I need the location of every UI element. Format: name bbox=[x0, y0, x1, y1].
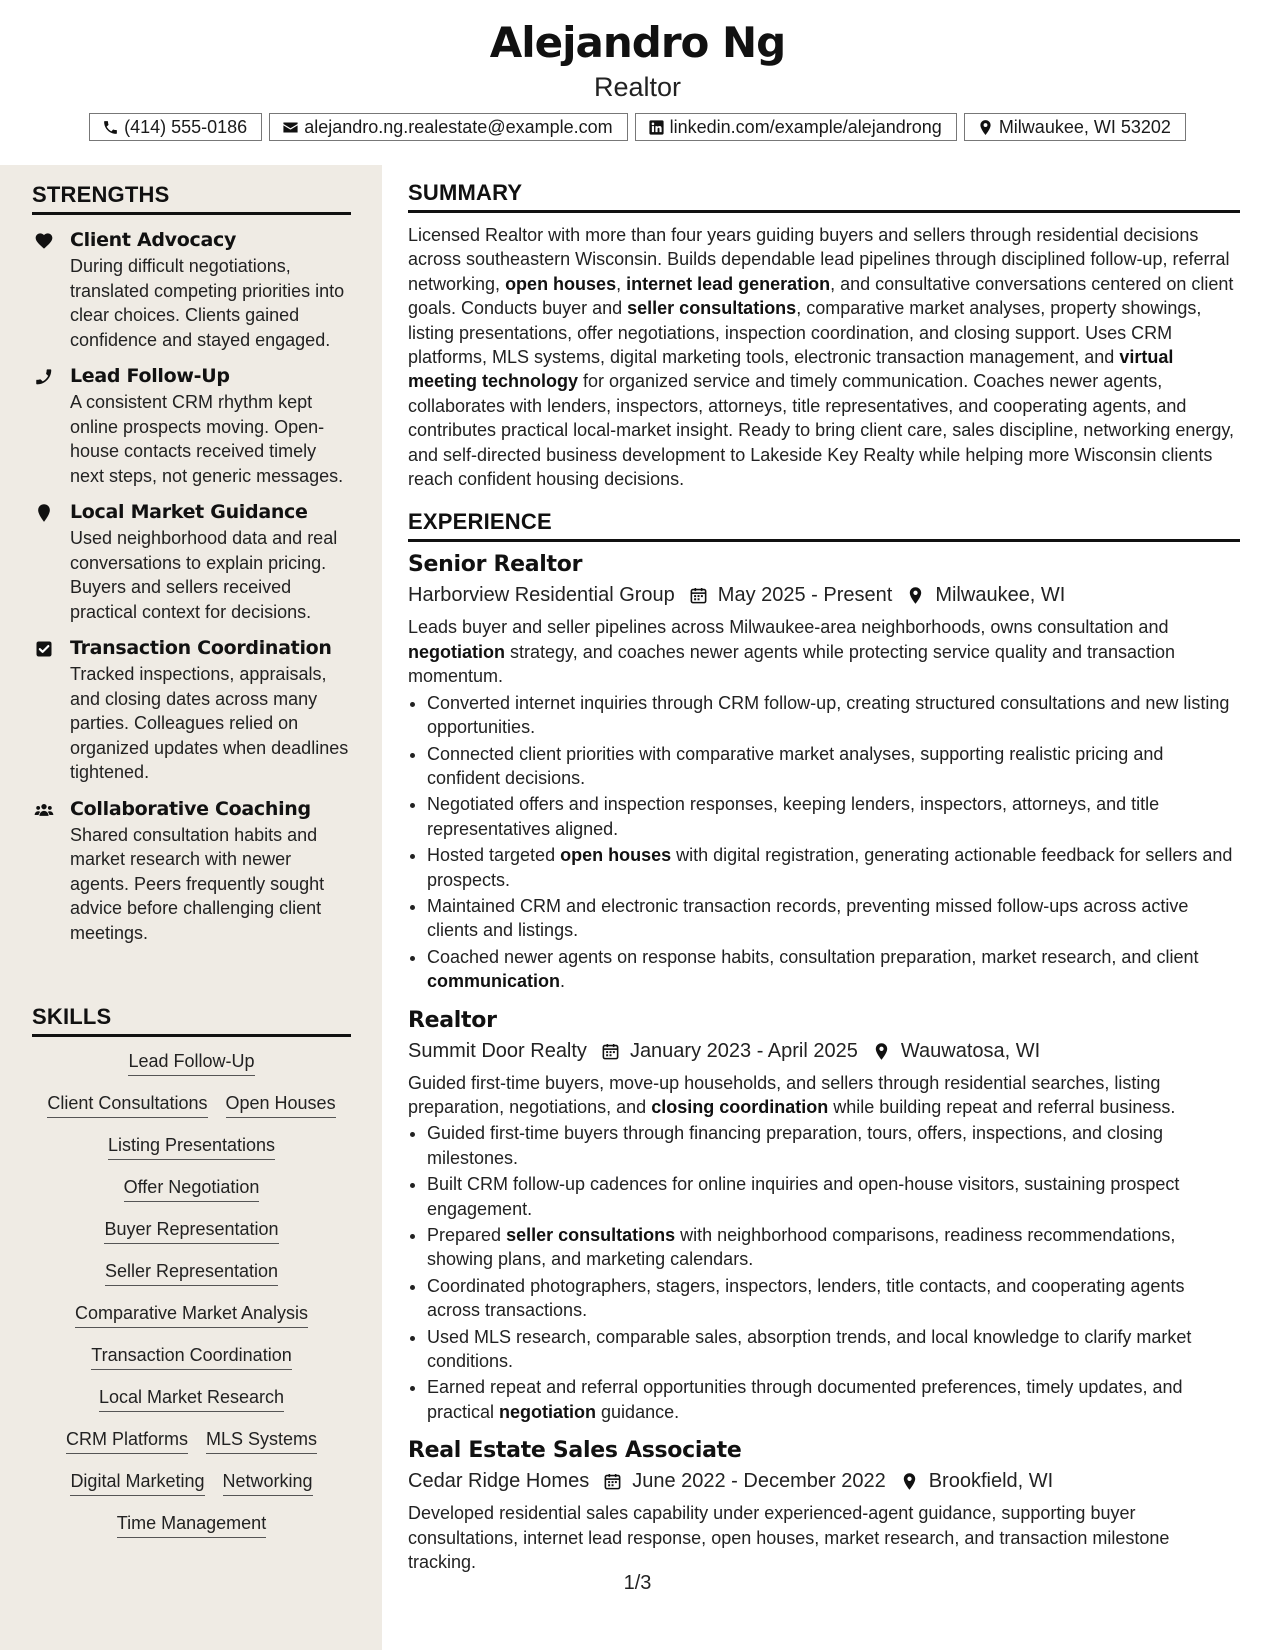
text-segment: Guided first-time buyers, move-up households, and sellers through residential searches, listing preparation, negotiations, and bbox=[408, 1072, 1161, 1117]
job-bullet bbox=[427, 691, 1240, 740]
job-bullet bbox=[427, 792, 1240, 841]
job-location: Milwaukee, WI bbox=[935, 584, 1066, 607]
text-segment: Prepared bbox=[427, 1225, 507, 1245]
text-segment: Coordinated photographers, stagers, inspectors, lenders, title contacts, and cooperating agents across transactions. bbox=[427, 1275, 1185, 1321]
text-segment: Licensed Realtor with more than four years guiding buyers and sellers through residential decisions across southeastern Wisconsin. Builds dependable lead pipelines through disciplined follow-up, referral networking, bbox=[408, 225, 1230, 294]
job-bullet bbox=[427, 742, 1240, 791]
heart-icon bbox=[34, 231, 54, 251]
text-segment: Guided first-time buyers through financing preparation, tours, offers, inspections, and closing milestones. bbox=[427, 1123, 1164, 1168]
job-title: Realtor bbox=[408, 1007, 497, 1033]
text-segment: Developed residential sales capability under experienced-agent guidance, supporting buyer consultations, internet lead response, open houses, market research, and transaction milestone tracking. bbox=[408, 1503, 1170, 1573]
candidate-role: Realtor bbox=[593, 72, 682, 102]
strengths-heading: STRENGTHS bbox=[32, 182, 351, 215]
map-pin-icon bbox=[906, 586, 925, 605]
skill-tag: Listing Presentations bbox=[108, 1135, 275, 1160]
emphasis-text: seller consultations bbox=[627, 298, 797, 319]
skills-row bbox=[105, 1261, 278, 1286]
skill-tag: Lead Follow-Up bbox=[128, 1051, 254, 1076]
strength-text: During difficult negotiations, translated competing priorities into clear choices. Clients gained confidence and stayed engaged. bbox=[70, 256, 345, 350]
text-segment: strategy, and coaches newer agents while protecting service quality and transaction momentum. bbox=[408, 641, 1176, 687]
strength-text: Tracked inspections, appraisals, and closing dates across many parties. Colleagues relied on organized updates when deadlines tightened. bbox=[70, 664, 349, 782]
job-meta bbox=[408, 584, 1240, 607]
skills-row bbox=[104, 1219, 278, 1244]
job-list bbox=[408, 552, 1240, 1574]
job-title: Senior Realtor bbox=[408, 552, 583, 578]
skill-tag: Comparative Market Analysis bbox=[75, 1303, 308, 1328]
skill-tag: Local Market Research bbox=[99, 1387, 284, 1412]
envelope-icon bbox=[282, 119, 299, 136]
job-entry bbox=[408, 1008, 1240, 1425]
candidate-name: Alejandro Ng bbox=[489, 18, 786, 67]
job-company: Harborview Residential Group bbox=[408, 584, 675, 607]
skills-row bbox=[91, 1345, 291, 1370]
emphasis-text: closing coordination bbox=[651, 1096, 829, 1117]
strength-title: Collaborative Coaching bbox=[70, 797, 311, 820]
text-segment: Earned repeat and referral opportunities through documented preferences, timely updates, and practical bbox=[427, 1377, 1183, 1422]
checkbox-icon bbox=[34, 639, 54, 659]
contact-email[interactable] bbox=[269, 113, 627, 141]
job-company: Summit Door Realty bbox=[408, 1039, 587, 1062]
contact-linkedin-text: linkedin.com/example/alejandrong bbox=[669, 116, 942, 137]
job-summary bbox=[408, 615, 1240, 688]
map-pin-icon bbox=[900, 1472, 919, 1491]
text-segment: Hosted targeted bbox=[427, 845, 561, 866]
emphasis-text: open houses bbox=[505, 273, 617, 294]
emphasis-text: communication bbox=[427, 971, 561, 992]
skills-row bbox=[128, 1051, 254, 1076]
job-bullet bbox=[427, 1325, 1240, 1374]
emphasis-text: negotiation bbox=[499, 1401, 597, 1422]
job-bullets bbox=[408, 691, 1240, 994]
skill-tag: Networking bbox=[223, 1471, 313, 1496]
map-pin-icon bbox=[977, 119, 994, 136]
job-bullet bbox=[427, 1121, 1240, 1170]
skill-tag: Open Houses bbox=[226, 1093, 336, 1118]
job-bullet bbox=[427, 945, 1240, 994]
job-summary bbox=[408, 1071, 1240, 1120]
skill-tag: Seller Representation bbox=[105, 1261, 278, 1286]
skill-tag: CRM Platforms bbox=[66, 1429, 188, 1454]
job-meta bbox=[408, 1040, 1240, 1063]
text-segment: . bbox=[560, 971, 566, 992]
skills-heading: SKILLS bbox=[32, 1004, 351, 1037]
experience-section bbox=[408, 509, 1240, 1574]
phone-icon bbox=[34, 367, 54, 387]
text-segment: guidance. bbox=[596, 1401, 680, 1422]
job-location: Brookfield, WI bbox=[928, 1470, 1054, 1493]
main-column bbox=[408, 180, 1240, 1574]
text-segment: with neighborhood comparisons, readiness recommendations, showing plans, and marketing calendars. bbox=[427, 1225, 1176, 1270]
strength-item bbox=[32, 365, 351, 488]
strength-title: Lead Follow-Up bbox=[70, 365, 230, 387]
skill-tag: Time Management bbox=[117, 1513, 266, 1538]
skills-row bbox=[47, 1093, 335, 1118]
skill-tag: Transaction Coordination bbox=[91, 1345, 291, 1370]
text-segment: , bbox=[616, 273, 627, 294]
page-number: 1/3 bbox=[623, 1572, 652, 1594]
strength-item bbox=[32, 229, 351, 352]
skills-list bbox=[32, 1051, 351, 1538]
skills-row bbox=[75, 1303, 308, 1328]
text-segment: Built CRM follow-up cadences for online inquiries and open-house visitors, sustaining prospect engagement. bbox=[427, 1174, 1180, 1219]
emphasis-text: internet lead generation bbox=[626, 273, 831, 294]
calendar-icon bbox=[601, 1042, 620, 1061]
job-dates: May 2025 - Present bbox=[717, 584, 893, 607]
contact-location-text: Milwaukee, WI 53202 bbox=[998, 116, 1171, 137]
job-bullet bbox=[427, 1172, 1240, 1221]
contact-phone-text: (414) 555-0186 bbox=[124, 116, 248, 137]
text-segment: for organized service and timely communication. Coaches newer agents, collaborates with lenders, inspectors, attorneys, title representatives, and cooperating agents, and contributes practical local-market insight. Ready to bring client care, sales discipline, networking energy, and self-directed business development to Lakeside Key Realty while helping more Wisconsin clients reach confident housing decisions. bbox=[408, 371, 1235, 490]
skills-row bbox=[99, 1387, 284, 1412]
text-segment: while building repeat and referral business. bbox=[828, 1096, 1176, 1117]
job-bullet bbox=[427, 894, 1240, 943]
strength-item bbox=[32, 798, 351, 946]
map-marker-icon bbox=[34, 503, 54, 523]
linkedin-icon bbox=[648, 119, 665, 136]
emphasis-text: seller consultations bbox=[506, 1225, 676, 1245]
emphasis-text: open houses bbox=[560, 845, 672, 866]
skill-tag: Digital Marketing bbox=[70, 1471, 204, 1496]
text-segment: Used MLS research, comparable sales, absorption trends, and local knowledge to clarify market conditions. bbox=[427, 1326, 1192, 1372]
emphasis-text: negotiation bbox=[408, 641, 505, 662]
contact-location bbox=[964, 113, 1186, 141]
skill-tag: Buyer Representation bbox=[104, 1219, 278, 1244]
skill-tag: Offer Negotiation bbox=[124, 1177, 260, 1202]
skills-section bbox=[32, 1004, 351, 1538]
contact-linkedin[interactable] bbox=[635, 113, 957, 141]
job-bullet bbox=[427, 843, 1240, 892]
job-bullet bbox=[427, 1274, 1240, 1323]
skills-row bbox=[66, 1429, 317, 1454]
job-entry bbox=[408, 1438, 1240, 1574]
text-segment: Negotiated offers and inspection responses, keeping lenders, inspectors, attorneys, and title representatives aligned. bbox=[427, 794, 1160, 839]
calendar-icon bbox=[689, 586, 708, 605]
job-meta bbox=[408, 1470, 1240, 1493]
text-segment: Converted internet inquiries through CRM follow-up, creating structured consultations and new listing opportunities. bbox=[427, 692, 1230, 738]
strength-title: Transaction Coordination bbox=[70, 637, 332, 659]
strength-text: Shared consultation habits and market research with newer agents. Peers frequently sought advice before challenging client meetings. bbox=[70, 824, 325, 943]
job-title: Real Estate Sales Associate bbox=[408, 1438, 742, 1464]
skills-row bbox=[108, 1135, 275, 1160]
text-segment: Connected client priorities with comparative market analyses, supporting realistic pricing and confident decisions. bbox=[427, 743, 1164, 788]
job-summary bbox=[408, 1501, 1240, 1574]
contact-email-text: alejandro.ng.realestate@example.com bbox=[304, 116, 613, 137]
skills-row bbox=[70, 1471, 312, 1496]
text-segment: Leads buyer and seller pipelines across Milwaukee-area neighborhoods, owns consultation and bbox=[408, 617, 1169, 638]
job-bullet bbox=[427, 1223, 1240, 1272]
job-dates: June 2022 - December 2022 bbox=[632, 1470, 886, 1493]
job-entry bbox=[408, 552, 1240, 993]
contact-phone[interactable] bbox=[89, 113, 262, 141]
job-location: Wauwatosa, WI bbox=[900, 1039, 1041, 1062]
text-segment: with digital registration, generating actionable feedback for sellers and prospects. bbox=[427, 845, 1233, 890]
text-segment: Maintained CRM and electronic transaction records, preventing missed follow-ups across active clients and listings. bbox=[427, 895, 1189, 941]
calendar-icon bbox=[603, 1472, 622, 1491]
summary-section bbox=[408, 180, 1240, 491]
text-segment: Coached newer agents on response habits, consultation preparation, market research, and client bbox=[427, 946, 1199, 967]
summary-text bbox=[408, 223, 1240, 491]
strength-item bbox=[32, 637, 351, 785]
strength-title: Local Market Guidance bbox=[70, 501, 308, 523]
summary-heading: SUMMARY bbox=[408, 180, 1240, 213]
job-bullets bbox=[408, 1121, 1240, 1424]
contact-bar bbox=[0, 113, 1275, 141]
experience-heading: EXPERIENCE bbox=[408, 509, 1240, 542]
phone-icon bbox=[102, 119, 119, 136]
users-icon bbox=[34, 800, 54, 820]
emphasis-text: virtual meeting technology bbox=[408, 347, 1174, 392]
job-dates: January 2023 - April 2025 bbox=[629, 1039, 858, 1062]
skill-tag: Client Consultations bbox=[47, 1093, 207, 1118]
strength-item bbox=[32, 501, 351, 624]
strength-text: A consistent CRM rhythm kept online prospects moving. Open-house contacts received timely next steps, not generic messages. bbox=[70, 392, 344, 486]
text-segment: , and consultative conversations centered on client goals. Conducts buyer and bbox=[408, 273, 1234, 319]
job-bullet bbox=[427, 1375, 1240, 1424]
job-company: Cedar Ridge Homes bbox=[408, 1470, 590, 1493]
strength-title: Client Advocacy bbox=[70, 229, 237, 251]
text-segment: , comparative market analyses, property showings, listing presentations, offer negotiations, inspection coordination, and closing support. Uses CRM platforms, MLS systems, digital marketing tools, electronic transaction management, and bbox=[408, 298, 1202, 368]
strength-text: Used neighborhood data and real conversations to explain pricing. Buyers and sellers received practical context for decisions. bbox=[70, 528, 338, 622]
skill-tag: MLS Systems bbox=[206, 1429, 317, 1454]
skills-row bbox=[117, 1513, 266, 1538]
map-pin-icon bbox=[872, 1042, 891, 1061]
skills-row bbox=[124, 1177, 260, 1202]
strengths-section bbox=[32, 182, 351, 958]
